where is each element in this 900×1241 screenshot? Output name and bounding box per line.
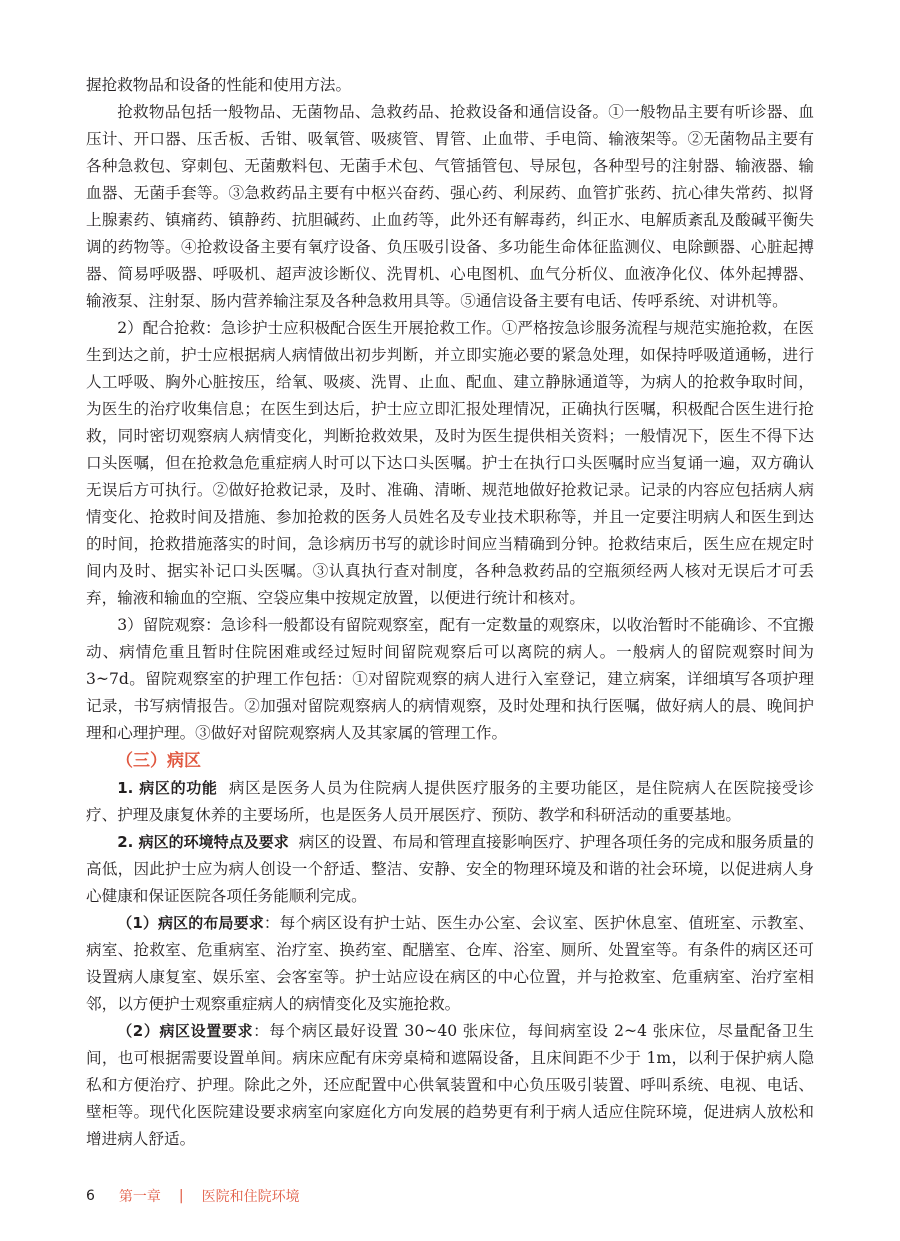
paragraph — [86, 775, 814, 829]
paragraph: 握抢救物品和设备的性能和使用方法。 — [86, 76, 352, 94]
page-number: 6 — [86, 1188, 95, 1204]
paragraph-text: ：每个病区设有护士站、医生办公室、会议室、医护休息室、值班室、示教室、病室、抢救室、危重病室、治疗室、换药室、配膳室、仓库、浴室、厕所、处置室等。有条件的病区还可设置病人康复室、娱乐室、会客室等。护士站应设在病区的中心位置，并与抢救室、危重病室、治疗室相邻，以方便护士观察重症病人的病情变化及实施抢救。 — [86, 914, 814, 1013]
subheading-label: 2. 病区的环境特点及要求 — [117, 833, 289, 851]
paragraph — [86, 1018, 814, 1153]
page-footer — [86, 1186, 300, 1206]
chapter-label: 第一章 — [118, 1189, 161, 1205]
footer-separator: | — [178, 1188, 184, 1204]
section-heading: （三）病区 — [116, 751, 201, 771]
paragraph — [86, 829, 814, 910]
subheading-label: 1. 病区的功能 — [117, 779, 218, 797]
paragraph-text: 病区的设置、布局和管理直接影响医疗、护理各项任务的完成和服务质量的高低，因此护士应为病人创设一个舒适、整洁、安静、安全的物理环境及和谐的社会环境，以促进病人身心健康和保证医院各项任务能顺利完成。 — [86, 833, 814, 905]
document-body — [86, 72, 814, 1153]
paragraph: 抢救物品包括一般物品、无菌物品、急救药品、抢救设备和通信设备。①一般物品主要有听诊器、血压计、开口器、压舌板、舌钳、吸氧管、吸痰管、胃管、止血带、手电筒、输液架等。②无菌物品主要有各种急救包、穿刺包、无菌敷料包、无菌手术包、气管插管包、导尿包，各种型号的注射器、输液器、输血器、无菌手套等。③急救药品主要有中枢兴奋药、强心药、利尿药、血管扩张药、抗心律失常药、拟肾上腺素药、镇痛药、镇静药、抗胆碱药、止血药等，此外还有解毒药，纠正水、电解质紊乱及酸碱平衡失调的药物等。④抢救设备主要有氧疗设备、负压吸引设备、多功能生命体征监测仪、电除颤器、心脏起搏器、简易呼吸器、呼吸机、超声波诊断仪、洗胃机、心电图机、血气分析仪、血液净化仪、体外起搏器、输液泵、注射泵、肠内营养输注泵及各种急救用具等。⑤通信设备主要有电话、传呼系统、对讲机等。 — [86, 103, 814, 310]
subheading-label: （2）病区设置要求 — [117, 1022, 254, 1040]
paragraph: 3）留院观察：急诊科一般都设有留院观察室，配有一定数量的观察床，以收治暂时不能确诊、不宜搬动、病情危重且暂时住院困难或经过短时间留院观察后可以离院的病人。一般病人的留院观察时间为 3~7d。留院观察室的护理工作包括：①对留院观察的病人进行入室登记，建立病案，详细填写各项护理记录，书写病情报告。②加强对留院观察病人的病情观察，及时处理和执行医嘱，做好病人的晨、晚间护理和心理护理。③做好对留院观察病人及其家属的管理工作。 — [86, 616, 814, 742]
subheading-label: （1）病区的布局要求 — [117, 914, 264, 932]
paragraph — [86, 910, 814, 1018]
paragraph: 2）配合抢救：急诊护士应积极配合医生开展抢救工作。①严格按急诊服务流程与规范实施抢救，在医生到达之前，护士应根据病人病情做出初步判断，并立即实施必要的紧急处理，如保持呼吸道通畅，进行人工呼吸、胸外心脏按压，给氧、吸痰、洗胃、止血、配血、建立静脉通道等，为病人的抢救争取时间，为医生的治疗收集信息；在医生到达后，护士应立即汇报处理情况，正确执行医嘱，积极配合医生进行抢救，同时密切观察病人病情变化，判断抢救效果，及时为医生提供相关资料；一般情况下，医生不得下达口头医嘱，但在抢救急危重症病人时可以下达口头医嘱。护士在执行口头医嘱时应当复诵一遍，双方确认无误后方可执行。②做好抢救记录，及时、准确、清晰、规范地做好抢救记录。记录的内容应包括病人病情变化、抢救时间及措施、参加抢救的医务人员姓名及专业技术职称等，并且一定要注明病人和医生到达的时间，抢救措施落实的时间，急诊病历书写的就诊时间应当精确到分钟。抢救结束后，医生应在规定时间内及时、据实补记口头医嘱。③认真执行查对制度，各种急救药品的空瓶须经两人核对无误后才可丢弃，输液和输血的空瓶、空袋应集中按规定放置，以便进行统计和核对。 — [86, 319, 814, 607]
paragraph-text: 病区是医务人员为住院病人提供医疗服务的主要功能区，是住院病人在医院接受诊疗、护理及康复休养的主要场所，也是医务人员开展医疗、预防、教学和科研活动的重要基地。 — [86, 779, 815, 824]
paragraph-text: ：每个病区最好设置 30~40 张床位，每间病室设 2~4 张床位，尽量配备卫生间，也可根据需要设置单间。病床应配有床旁桌椅和遮隔设备，且床间距不少于 1m，以利于保护病人隐私和方便治疗、护理。除此之外，还应配置中心供氧装置和中心负压吸引装置、呼叫系统、电视、电话、壁柜等。现代化医院建设要求病室向家庭化方向发展的趋势更有利于病人适应住院环境，促进病人放松和增进病人舒适。 — [86, 1022, 814, 1148]
chapter-title: 医院和住院环境 — [201, 1189, 300, 1205]
